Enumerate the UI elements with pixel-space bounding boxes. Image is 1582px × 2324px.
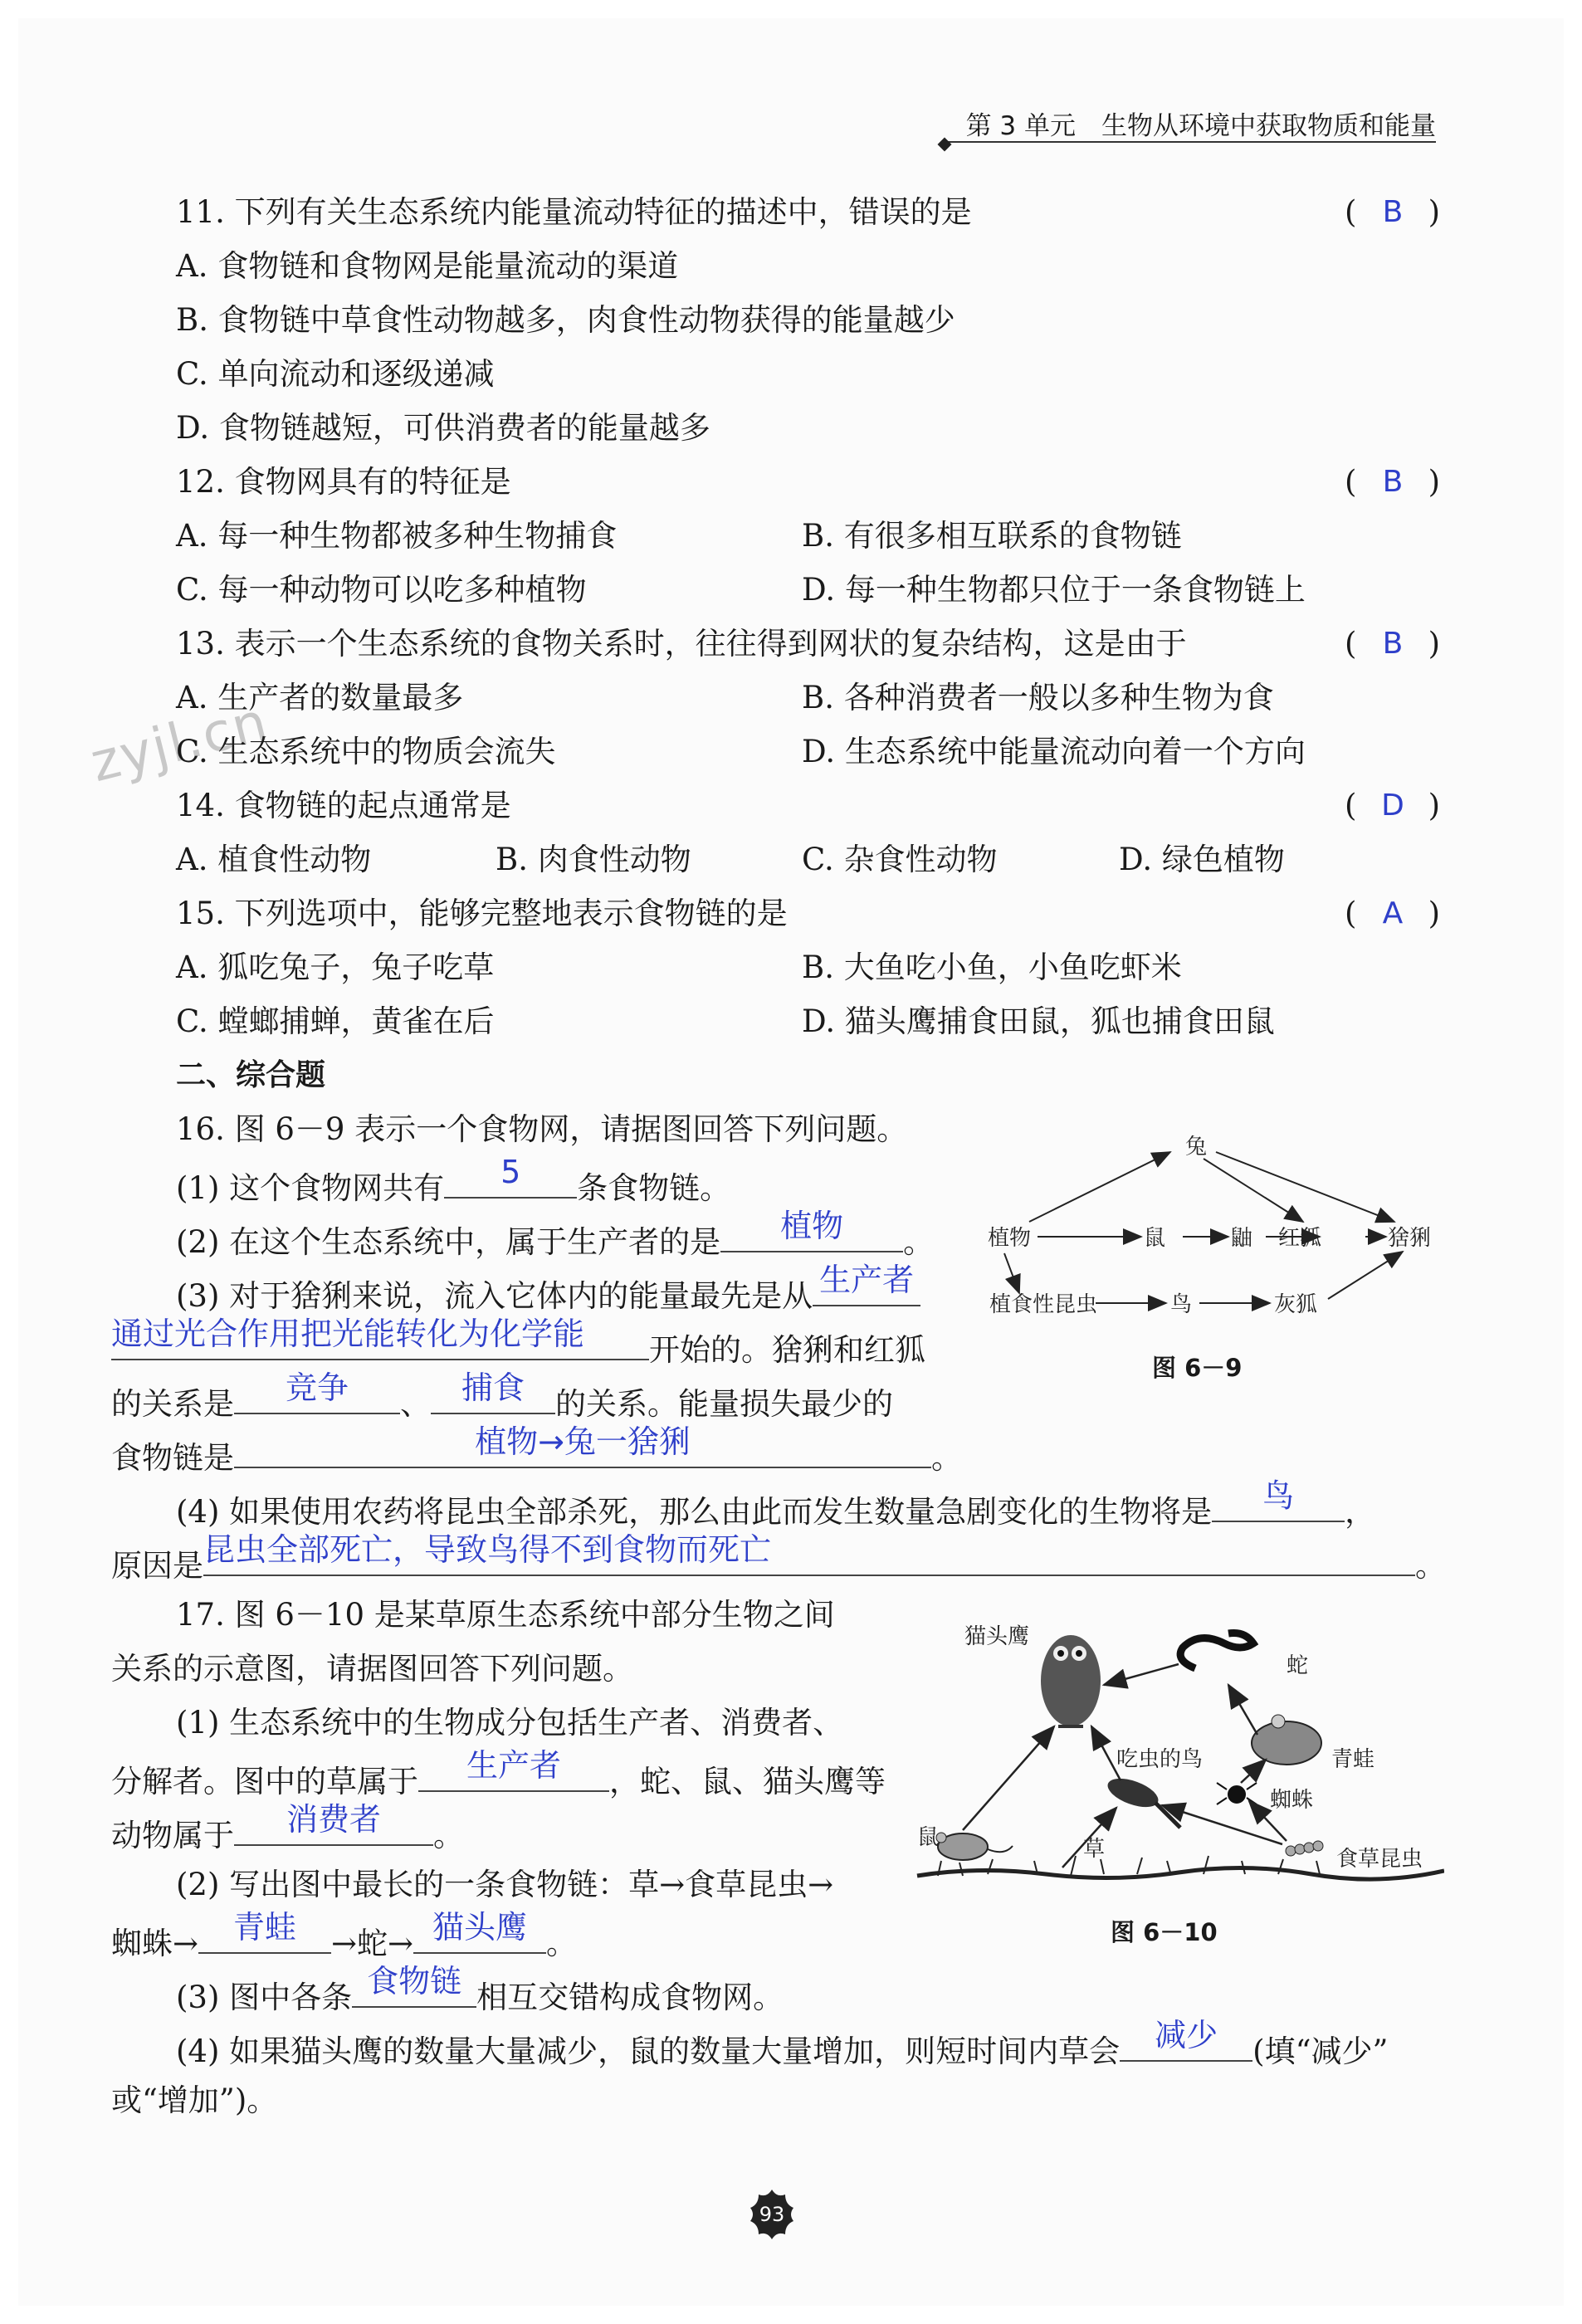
node-redfox: 红狐 (1278, 1226, 1322, 1251)
q14-option-b: B. 肉食性动物 (496, 842, 691, 877)
q17-part3: (3) 图中各条 食物链 相互交错构成食物网。 (176, 1963, 784, 2015)
q16-blank-3a[interactable]: 生产者 (813, 1272, 920, 1306)
snake-icon (1180, 1633, 1253, 1669)
q16-blank-3e[interactable]: 植物→兔一猞猁 (234, 1433, 931, 1468)
owl-icon (1041, 1635, 1101, 1726)
q17-blank-2a[interactable]: 青蛙 (198, 1919, 331, 1954)
q16-part4-line2: 原因是 昆虫全部死亡，导致鸟得不到食物而死亡 。 (111, 1531, 1446, 1584)
q12-option-a: A. 每一种生物都被多种生物捕食 (176, 518, 618, 554)
q11-option-a: A. 食物链和食物网是能量流动的渠道 (176, 248, 679, 284)
q16-blank-3c[interactable]: 竞争 (234, 1379, 400, 1414)
q13-answer: B (1382, 627, 1404, 661)
q16-part3-line1: (3) 对于猞猁来说，流入它体内的能量最先是从 生产者 (176, 1272, 920, 1316)
q15-option-c: C. 螳螂捕蝉，黄雀在后 (176, 1003, 495, 1039)
q16-part3-line2: 通过光合作用把光能转化为化学能 开始的。猞猁和红狐 (111, 1316, 925, 1368)
caterpillar-icon (1286, 1841, 1323, 1856)
q17-part2-line2: 蜘蛛→ 青蛙 →蛇→ 猫头鹰 。 (111, 1909, 578, 1961)
q16-stem: 16. 图 6－9 表示一个食物网，请据图回答下列问题。 (176, 1111, 908, 1147)
q11-stem: 11. 下列有关生态系统内能量流动特征的描述中，错误的是 (176, 194, 972, 230)
q17-part4-line2: 或“增加”)。 (111, 2082, 278, 2118)
label-spider: 蜘蛛 (1270, 1788, 1314, 1813)
frog-icon (1252, 1715, 1321, 1765)
q12-stem: 12. 食物网具有的特征是 (176, 464, 511, 500)
node-plant: 植物 (988, 1226, 1032, 1251)
q17-part1-line3: 动物属于 消费者 。 (111, 1801, 464, 1853)
node-lynx: 猞猁 (1388, 1226, 1432, 1251)
q16-part3-line4: 食物链是 植物→兔一猞猁 。 (111, 1423, 962, 1476)
q16-part4-line1: (4) 如果使用农药将昆虫全部杀死，那么由此而发生数量急剧变化的生物将是 鸟 ， (176, 1477, 1376, 1530)
q17-blank-4[interactable]: 减少 (1120, 2027, 1252, 2062)
q16-blank-4b[interactable]: 昆虫全部死亡，导致鸟得不到食物而死亡 (203, 1541, 1415, 1576)
label-owl: 猫头鹰 (964, 1624, 1030, 1649)
q17-part1-line1: (1) 生态系统中的生物成分包括生产者、消费者、 (176, 1705, 844, 1741)
unit-title: 第 3 单元 生物从环境中获取物质和能量 (965, 111, 1436, 141)
q13-option-a: A. 生产者的数量最多 (176, 680, 464, 715)
grassland-diagram (913, 1602, 1444, 1901)
running-header (946, 103, 1436, 143)
q13-option-c: C. 生态系统中的物质会流失 (176, 734, 556, 769)
mouse-icon (936, 1833, 1013, 1860)
q15-option-d: D. 猫头鹰捕食田鼠，狐也捕食田鼠 (802, 1003, 1275, 1039)
q13-option-b: B. 各种消费者一般以多种生物为食 (802, 680, 1274, 715)
page-number: 93 (759, 2203, 785, 2226)
q17-stem-1: 17. 图 6－10 是某草原生态系统中部分生物之间 (176, 1597, 835, 1633)
q13-stem: 13. 表示一个生态系统的食物关系时，往往得到网状的复杂结构，这是由于 (176, 626, 1187, 662)
q15-answer: A (1382, 896, 1404, 930)
page-number-badge (747, 2188, 797, 2241)
q14-stem: 14. 食物链的起点通常是 (176, 788, 511, 823)
label-frog: 青蛙 (1331, 1747, 1375, 1772)
q14-option-a: A. 植食性动物 (176, 842, 372, 877)
q17-part4-line1: (4) 如果猫头鹰的数量大量减少，鼠的数量大量增加，则短时间内草会 减少 (填“减少” (176, 2017, 1389, 2069)
q16-blank-4a[interactable]: 鸟 (1212, 1487, 1345, 1522)
q17-stem-2: 关系的示意图，请据图回答下列问题。 (111, 1651, 633, 1687)
figure-6-10-caption: 图 6－10 (1111, 1918, 1218, 1946)
q17-blank-1a[interactable]: 生产者 (418, 1757, 609, 1792)
q16-blank-1[interactable]: 5 (444, 1164, 577, 1199)
q12-option-b: B. 有很多相互联系的食物链 (802, 518, 1182, 554)
node-mouse: 鼠 (1144, 1226, 1166, 1251)
watermark: zyjl.cn (85, 691, 275, 795)
q17-blank-3[interactable]: 食物链 (352, 1973, 476, 2008)
grass-blades (938, 1856, 1320, 1876)
node-weasel: 鼬 (1231, 1226, 1253, 1251)
label-grass: 草 (1083, 1837, 1106, 1862)
q17-part1-line2: 分解者。图中的草属于 生产者 ，蛇、鼠、猫头鹰等 (111, 1747, 886, 1799)
q17-part2-line1: (2) 写出图中最长的一条食物链：草→食草昆虫→ (176, 1867, 834, 1902)
node-rabbit: 兔 (1185, 1135, 1208, 1160)
q17-blank-2b[interactable]: 猫头鹰 (413, 1919, 546, 1954)
q13-option-d: D. 生态系统中能量流动向着一个方向 (802, 734, 1306, 769)
q12-option-c: C. 每一种动物可以吃多种植物 (176, 572, 587, 608)
figure-6-9-caption: 图 6－9 (1152, 1354, 1243, 1382)
label-mouse: 鼠 (917, 1825, 940, 1850)
q12-answer: B (1382, 465, 1404, 499)
q14-option-c: C. 杂食性动物 (802, 842, 998, 877)
q15-option-a: A. 狐吃兔子，兔子吃草 (176, 950, 495, 985)
q15-stem: 15. 下列选项中，能够完整地表示食物链的是 (176, 896, 788, 931)
q16-part2: (2) 在这个生态系统中，属于生产者的是 植物 。 (176, 1208, 935, 1260)
q12-option-d: D. 每一种生物都只位于一条食物链上 (802, 572, 1306, 608)
food-web-diagram (979, 1104, 1453, 1320)
q11-option-b: B. 食物链中草食性动物越多，肉食性动物获得的能量越少 (176, 302, 955, 338)
q16-blank-3d[interactable]: 捕食 (431, 1379, 555, 1414)
label-bird: 吃虫的鸟 (1116, 1747, 1204, 1772)
section-heading: 二、综合题 (176, 1058, 326, 1092)
q16-part1: (1) 这个食物网共有 5 条食物链。 (176, 1154, 731, 1206)
bird-icon (1104, 1773, 1180, 1828)
q17-blank-1b[interactable]: 消费者 (234, 1811, 433, 1846)
header-rule (946, 141, 1436, 143)
q11-option-c: C. 单向流动和逐级递减 (176, 356, 495, 392)
q16-part3-line3: 的关系是 竞争 、 捕食 的关系。能量损失最少的 (111, 1370, 893, 1422)
q14-option-d: D. 绿色植物 (1119, 842, 1285, 877)
node-grayfox: 灰狐 (1274, 1292, 1318, 1317)
node-insect: 植食性昆虫 (989, 1292, 1098, 1317)
label-snake: 蛇 (1287, 1653, 1309, 1678)
q14-answer: D (1381, 788, 1404, 823)
node-bird: 鸟 (1170, 1292, 1193, 1317)
q16-blank-3b[interactable]: 通过光合作用把光能转化为化学能 (111, 1326, 649, 1360)
q16-blank-2[interactable]: 植物 (720, 1218, 903, 1252)
q11-option-d: D. 食物链越短，可供消费者的能量越多 (176, 410, 710, 446)
label-insect: 食草昆虫 (1336, 1847, 1423, 1872)
q11-answer: B (1382, 195, 1404, 229)
q15-option-b: B. 大鱼吃小鱼，小鱼吃虾米 (802, 950, 1182, 985)
